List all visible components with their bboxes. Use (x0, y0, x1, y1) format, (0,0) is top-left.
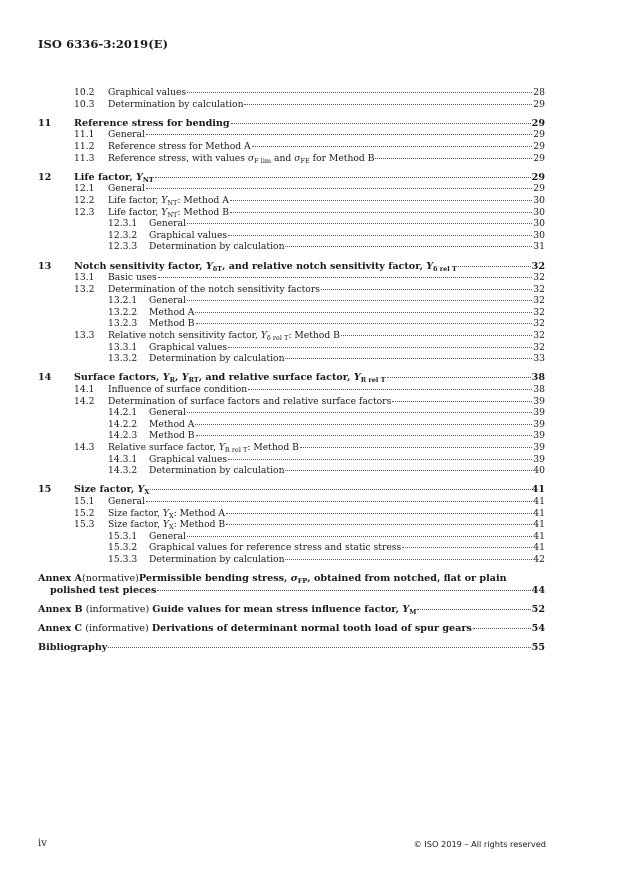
math-symbol: σ (290, 573, 298, 585)
entry-page: 39 (533, 453, 545, 465)
entry-title (108, 207, 229, 219)
math-symbol: σ (294, 152, 301, 164)
entry-page: 54 (531, 623, 545, 635)
math-subscript: FE (300, 156, 310, 165)
toc-entry[interactable] (38, 353, 545, 365)
math-subscript: X (168, 511, 174, 520)
math-subscript: NT (167, 210, 178, 219)
entry-page: 29 (533, 129, 545, 141)
title-text: Permissible bending stress, (138, 573, 291, 585)
title-text: , and relative notch sensitivity factor, (222, 260, 427, 272)
entry-page: 32 (531, 260, 545, 272)
entry-number: 14.2 (74, 395, 95, 407)
entry-page: 32 (533, 318, 545, 330)
math-symbol: Y (162, 507, 169, 519)
dot-leader (375, 157, 532, 159)
toc-entry[interactable] (38, 153, 545, 165)
entry-page: 29 (533, 140, 545, 152)
entry-page: 41 (533, 507, 545, 519)
title-text: Relative notch sensitivity factor, (108, 330, 261, 342)
toc-entry[interactable] (38, 207, 545, 219)
dot-leader (341, 334, 532, 336)
entry-number: 11.1 (74, 129, 95, 141)
entry-title-continued: polished test pieces (50, 584, 157, 596)
dot-leader (155, 176, 531, 178)
entry-title: Method A (149, 306, 195, 318)
toc-entry[interactable] (38, 183, 545, 195)
toc-entry[interactable] (38, 442, 545, 454)
entry-number: 13.1 (74, 272, 95, 284)
entry-number: 12.3.2 (108, 229, 138, 241)
entry-number: 15.1 (74, 495, 95, 507)
toc-entry[interactable] (38, 272, 545, 284)
toc-entry[interactable] (38, 172, 545, 184)
math-subscript: δ rel T (266, 334, 289, 343)
math-symbol: Y (353, 372, 361, 384)
entry-page: 40 (533, 465, 545, 477)
entry-page: 33 (533, 353, 545, 365)
entry-number: 14.2.3 (108, 430, 138, 442)
toc-entry[interactable] (38, 318, 545, 330)
dot-leader (146, 500, 532, 502)
entry-title (108, 195, 229, 207)
toc-entry[interactable] (38, 195, 545, 207)
entry-number: 15.3 (74, 519, 95, 531)
toc-entry[interactable] (38, 118, 545, 130)
math-symbol: Y (205, 260, 213, 272)
entry-number: 12.3.1 (108, 218, 138, 230)
toc-entry-annex[interactable] (38, 604, 545, 616)
entry-page: 38 (531, 372, 545, 384)
math-symbol: Y (136, 171, 143, 183)
entry-title: Graphical values (108, 87, 187, 98)
entry-title: General (149, 295, 186, 307)
annex-type: (informative) (85, 623, 149, 635)
entry-number: 15.3.1 (108, 530, 138, 542)
math-subscript: NT (142, 175, 154, 184)
dot-leader (228, 346, 532, 348)
entry-title: Method B (149, 430, 195, 442)
title-text: : Method B (247, 442, 299, 453)
entry-title: Graphical values (149, 453, 228, 465)
table-of-contents (38, 87, 545, 654)
math-symbol: Y (162, 372, 170, 384)
dot-leader (321, 288, 532, 290)
entry-number: 14.3 (74, 442, 95, 453)
title-text: : Method A (177, 194, 229, 206)
toc-entry[interactable] (38, 218, 545, 230)
math-subscript: R rel T (224, 446, 248, 454)
entry-title (108, 442, 299, 454)
dot-leader (402, 546, 532, 548)
title-text: Reference stress, with values (108, 152, 248, 164)
dot-leader (187, 411, 532, 413)
copyright-notice: © ISO 2019 – All rights reserved (413, 839, 546, 849)
title-text: Life factor, (74, 171, 137, 183)
entry-number: 15.3.2 (108, 542, 138, 554)
entry-title: Graphical values for reference stress and static stress (149, 542, 402, 554)
entry-number: 10.3 (74, 98, 95, 110)
entry-page: 44 (531, 584, 545, 596)
math-subscript: X (144, 488, 150, 497)
dot-leader (248, 388, 532, 390)
entry-number: 11.3 (74, 152, 95, 164)
math-symbol: Y (218, 442, 225, 453)
title-text: : Method B (288, 330, 340, 342)
entry-page: 42 (533, 553, 545, 565)
title-text: Size factor, (108, 519, 163, 531)
annex-label: Annex A (38, 573, 83, 585)
entry-title: General (149, 530, 186, 542)
toc-entry[interactable] (38, 554, 545, 566)
entry-page: 39 (533, 430, 545, 442)
dot-leader (150, 488, 530, 490)
entry-title: Determination by calculation (149, 553, 285, 565)
dot-leader (187, 91, 532, 93)
entry-number: 13.2.2 (108, 306, 138, 318)
entry-page: 52 (531, 603, 545, 615)
entry-page: 32 (533, 306, 545, 318)
page-number: iv (38, 838, 47, 849)
toc-entry[interactable] (38, 430, 545, 442)
toc-entry[interactable] (38, 307, 545, 319)
toc-entry[interactable] (38, 519, 545, 531)
toc-entry[interactable] (38, 396, 545, 408)
entry-title: General (149, 407, 186, 419)
entry-number: 12.3 (74, 206, 95, 218)
entry-title (74, 172, 154, 184)
entry-page: 31 (533, 241, 545, 253)
annex-line (38, 585, 545, 597)
entry-number: 11.2 (74, 140, 95, 152)
annex-label: Annex B (38, 603, 83, 615)
title-text: , and relative surface factor, (198, 372, 354, 384)
entry-number: 10.2 (74, 87, 95, 98)
dot-leader (387, 376, 531, 378)
entry-page: 39 (533, 442, 545, 453)
entry-title: Reference stress for bending (74, 117, 230, 129)
toc-entry[interactable] (38, 284, 545, 296)
entry-page: 41 (533, 519, 545, 531)
entry-title: Graphical values (149, 229, 228, 241)
dot-leader (158, 276, 533, 278)
title-text: : Method B (173, 519, 226, 531)
toc-entry[interactable] (38, 261, 545, 273)
math-subscript: NT (167, 198, 178, 207)
math-symbol: Y (161, 194, 168, 206)
toc-entry[interactable] (38, 230, 545, 242)
dot-leader (195, 311, 532, 313)
toc-entry[interactable] (38, 407, 545, 419)
toc-entry[interactable] (38, 99, 545, 111)
annex-label: Bibliography (38, 642, 108, 654)
entry-page: 32 (533, 330, 545, 342)
dot-leader (300, 446, 532, 448)
dot-leader (244, 103, 532, 105)
toc-entry[interactable] (38, 542, 545, 554)
math-subscript: F lim (254, 156, 272, 165)
entry-page: 32 (533, 341, 545, 353)
title-text: Life factor, (108, 194, 162, 206)
entry-title: Method A (149, 418, 195, 430)
entry-page: 32 (533, 283, 545, 295)
entry-number: 14.1 (74, 384, 95, 396)
entry-page: 29 (531, 117, 545, 129)
entry-page: 39 (533, 395, 545, 407)
entry-number: 13.2.1 (108, 295, 138, 307)
entry-page: 32 (533, 295, 545, 307)
entry-number: 13.2 (74, 283, 95, 295)
entry-number: 14.3.1 (108, 453, 138, 465)
annex-label: Annex C (38, 623, 83, 635)
dot-leader (473, 627, 531, 629)
toc-entry[interactable] (38, 87, 545, 99)
entry-number: 15.2 (74, 507, 95, 519)
entry-title: Determination by calculation (149, 465, 285, 477)
entry-page: 30 (533, 218, 545, 230)
entry-title: Method B (149, 318, 195, 330)
math-subscript: R rel T (360, 376, 386, 385)
entry-title (74, 261, 457, 273)
math-subscript: δT (212, 264, 223, 273)
entry-page: 41 (533, 542, 545, 554)
dot-leader (226, 512, 532, 514)
dot-leader (157, 589, 530, 591)
entry-page: 29 (533, 152, 545, 164)
dot-leader (187, 222, 532, 224)
dot-leader (146, 187, 532, 189)
entry-title: General (108, 495, 145, 507)
toc-entry-annex[interactable] (38, 623, 545, 635)
math-symbol: Y (162, 519, 169, 531)
annex-line (38, 573, 545, 585)
title-text: for Method B (309, 152, 375, 164)
entry-number: 14.2.2 (108, 418, 138, 430)
toc-entry[interactable] (38, 295, 545, 307)
entry-title (74, 372, 386, 384)
document-header: ISO 6336-3:2019(E) (38, 37, 169, 51)
title-text: Life factor, (108, 206, 162, 218)
math-symbol: Y (137, 484, 145, 496)
entry-page: 41 (533, 495, 545, 507)
entry-number: 13 (38, 260, 52, 272)
toc-entry[interactable] (38, 129, 545, 141)
entry-page: 39 (533, 407, 545, 419)
title-text: Guide values for mean stress influence factor, (152, 603, 403, 615)
entry-number: 15 (38, 484, 52, 496)
math-symbol: σ (247, 152, 255, 164)
entry-page: 32 (533, 272, 545, 284)
math-symbol: Y (402, 603, 410, 615)
title-text: Size factor, (108, 507, 163, 519)
entry-title: Reference stress for Method A (108, 140, 251, 152)
title-text: Relative surface factor, (108, 442, 219, 453)
math-symbol: Y (181, 372, 189, 384)
toc-entry[interactable] (38, 342, 545, 354)
math-symbol: Y (260, 330, 267, 342)
entry-title: Determination by calculation (149, 241, 285, 253)
math-subscript: δ rel T (433, 264, 457, 273)
dot-leader (252, 145, 533, 147)
dot-leader (285, 469, 532, 471)
math-symbol: Y (426, 260, 434, 272)
entry-title (108, 153, 374, 165)
entry-number: 11 (38, 117, 52, 129)
dot-leader (146, 133, 532, 135)
entry-title: General (108, 129, 145, 141)
toc-entry[interactable] (38, 141, 545, 153)
entry-number: 13.3 (74, 330, 95, 342)
entry-number: 13.3.1 (108, 341, 138, 353)
entry-title: Derivations of determinant normal tooth load of spur gears (151, 623, 472, 635)
entry-number: 14.3.2 (108, 465, 138, 477)
entry-title: General (108, 183, 145, 195)
toc-entry[interactable] (38, 241, 545, 253)
entry-title (152, 604, 416, 616)
toc-entry[interactable] (38, 454, 545, 466)
title-text: : Method B (177, 206, 229, 218)
dot-leader (285, 245, 532, 247)
annex-type: (informative) (85, 603, 150, 615)
dot-leader (231, 122, 531, 124)
entry-page: 38 (533, 384, 545, 396)
entry-title: Basic uses (108, 272, 157, 284)
entry-title: Determination of surface factors and relative surface factors (108, 395, 392, 407)
entry-page: 41 (533, 530, 545, 542)
title-text: Notch sensitivity factor, (74, 260, 206, 272)
title-text: Size factor, (74, 484, 138, 496)
annex-type: (normative) (82, 573, 139, 585)
math-symbol: Y (161, 206, 168, 218)
title-text: , obtained from notched, flat or plain (307, 573, 507, 585)
math-subscript: RT (188, 376, 199, 385)
entry-title: General (149, 218, 186, 230)
math-subscript: X (168, 523, 174, 532)
title-text: Surface factors, (74, 372, 163, 384)
entry-title (74, 484, 149, 496)
entry-page: 55 (531, 642, 545, 654)
dot-leader (230, 211, 532, 213)
dot-leader (187, 535, 532, 537)
entry-page: 30 (533, 229, 545, 241)
toc-entry[interactable] (38, 484, 545, 496)
dot-leader (285, 558, 532, 560)
title-text: : Method A (173, 507, 226, 519)
entry-title: Graphical values (149, 341, 228, 353)
toc-entry[interactable] (38, 496, 545, 508)
entry-title: Determination by calculation (149, 353, 285, 365)
math-subscript: FP (297, 577, 308, 586)
dot-leader (285, 357, 532, 359)
entry-number: 12 (38, 171, 52, 183)
toc-entry-annex[interactable] (38, 642, 545, 654)
toc-entry[interactable] (38, 419, 545, 431)
entry-page: 29 (533, 98, 545, 110)
entry-title: Determination by calculation (108, 98, 244, 110)
entry-title (108, 508, 225, 520)
entry-title: Influence of surface condition (108, 384, 248, 396)
entry-title (139, 573, 507, 585)
dot-leader (187, 299, 532, 301)
entry-number: 13.3.2 (108, 353, 138, 365)
entry-number: 12.2 (74, 194, 95, 206)
dot-leader (108, 646, 530, 648)
math-subscript: R (169, 376, 176, 385)
toc-entry-annex[interactable] (38, 573, 545, 596)
toc-entry[interactable] (38, 330, 545, 342)
entry-page: 30 (533, 206, 545, 218)
entry-page: 29 (531, 171, 545, 183)
toc-entry[interactable] (38, 531, 545, 543)
entry-page: 30 (533, 194, 545, 206)
dot-leader (226, 523, 532, 525)
entry-number: 14 (38, 372, 52, 384)
math-subscript: M (409, 607, 417, 616)
dot-leader (392, 400, 532, 402)
entry-title (108, 519, 225, 531)
toc-entry[interactable] (38, 465, 545, 477)
entry-number: 12.1 (74, 183, 95, 195)
toc-entry[interactable] (38, 508, 545, 520)
entry-page: 39 (533, 418, 545, 430)
entry-page: 41 (531, 484, 545, 496)
entry-number: 13.2.3 (108, 318, 138, 330)
dot-leader (228, 234, 532, 236)
dot-leader (196, 434, 533, 436)
dot-leader (230, 199, 532, 201)
dot-leader (458, 265, 531, 267)
entry-page: 28 (533, 87, 545, 98)
title-text: , (175, 372, 182, 384)
dot-leader (195, 423, 532, 425)
entry-number: 12.3.3 (108, 241, 138, 253)
toc-entry[interactable] (38, 384, 545, 396)
entry-number: 14.2.1 (108, 407, 138, 419)
entry-title (108, 330, 340, 342)
dot-leader (196, 322, 533, 324)
dot-leader (228, 458, 532, 460)
entry-title: Determination of the notch sensitivity factors (108, 283, 320, 295)
title-text: and (271, 152, 295, 164)
toc-entry[interactable] (38, 372, 545, 384)
entry-number: 15.3.3 (108, 553, 138, 565)
dot-leader (417, 608, 530, 610)
entry-page: 29 (533, 183, 545, 195)
